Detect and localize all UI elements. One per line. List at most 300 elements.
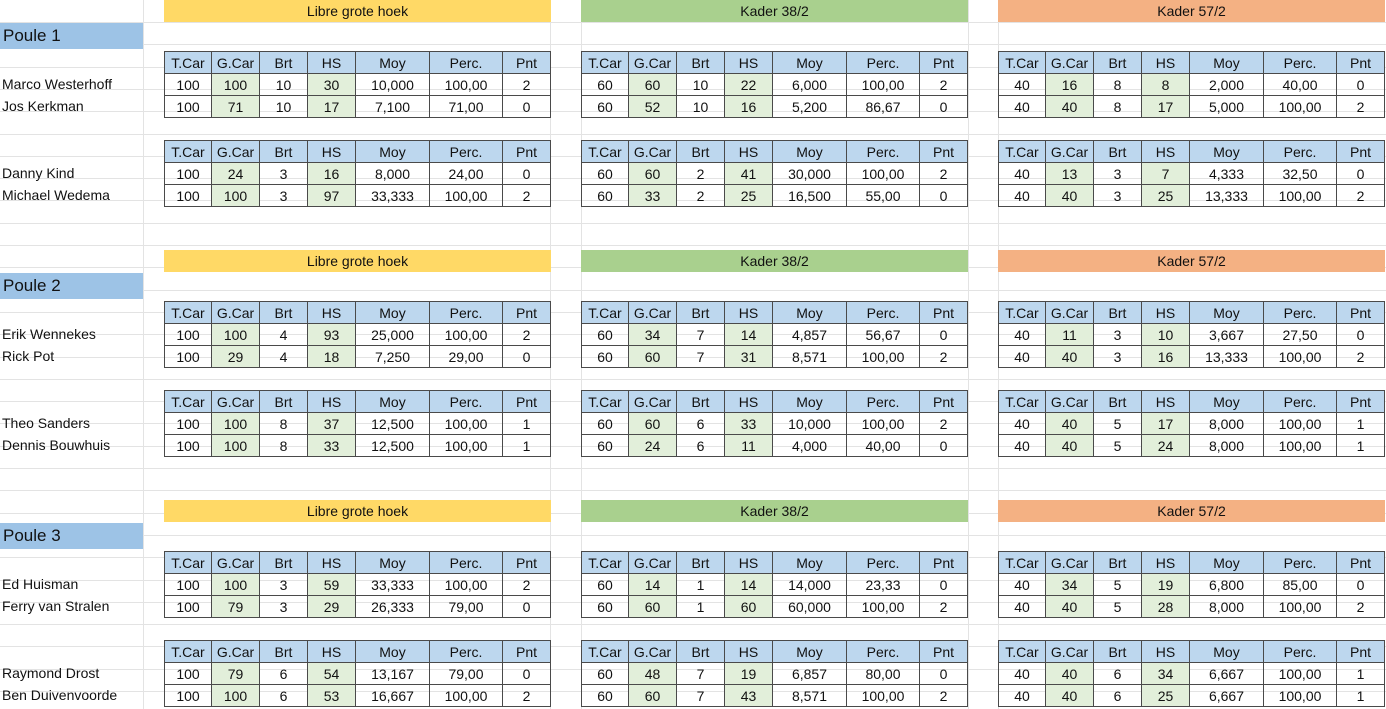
- cell-gcar: 60: [629, 596, 677, 618]
- player-name: Ferry van Stralen: [2, 598, 110, 614]
- cell-moy: 10,000: [773, 413, 847, 435]
- cell-brt: 4: [260, 346, 308, 368]
- cell-gcar: 33: [629, 185, 677, 207]
- table-row: [999, 74, 1385, 96]
- cell-tcar: 40: [999, 163, 1046, 185]
- cell-perc: 100,00: [1264, 685, 1337, 707]
- cell-hs: 59: [308, 574, 356, 596]
- cell-pnt: 1: [1337, 685, 1385, 707]
- table-row: [582, 596, 968, 618]
- cell-gcar: 100: [212, 435, 260, 457]
- header-row: [582, 641, 968, 663]
- table-row: [999, 574, 1385, 596]
- cell-perc: 24,00: [430, 163, 503, 185]
- cell-gcar: 71: [212, 96, 260, 118]
- cell-gcar: 60: [629, 413, 677, 435]
- column-header: Pnt: [920, 641, 968, 663]
- table-row: [999, 596, 1385, 618]
- cell-tcar: 60: [582, 685, 629, 707]
- column-header: T.Car: [165, 302, 212, 324]
- cell-perc: 100,00: [847, 74, 920, 96]
- cell-tcar: 100: [165, 163, 212, 185]
- header-row: [582, 52, 968, 74]
- cell-tcar: 60: [582, 413, 629, 435]
- cell-pnt: 2: [1337, 346, 1385, 368]
- cell-hs: 31: [725, 346, 773, 368]
- cell-perc: 100,00: [847, 596, 920, 618]
- column-header: Pnt: [1337, 141, 1385, 163]
- player-name: Marco Westerhoff: [2, 76, 112, 92]
- column-header: Moy: [356, 641, 430, 663]
- header-row: [999, 52, 1385, 74]
- column-header: Perc.: [1264, 52, 1337, 74]
- cell-moy: 13,333: [1190, 346, 1264, 368]
- column-header: Perc.: [430, 52, 503, 74]
- column-header: HS: [308, 302, 356, 324]
- cell-hs: 24: [1142, 435, 1190, 457]
- table-row: [165, 346, 551, 368]
- cell-gcar: 60: [629, 163, 677, 185]
- cell-moy: 12,500: [356, 435, 430, 457]
- cell-tcar: 60: [582, 96, 629, 118]
- player-name: Ed Huisman: [2, 576, 79, 592]
- header-row: [165, 302, 551, 324]
- cell-tcar: 60: [582, 574, 629, 596]
- cell-moy: 6,000: [773, 74, 847, 96]
- column-header: G.Car: [1046, 52, 1094, 74]
- cell-tcar: 40: [999, 96, 1046, 118]
- cell-moy: 8,571: [773, 346, 847, 368]
- table-row: [582, 663, 968, 685]
- column-header: Pnt: [503, 302, 551, 324]
- column-header: T.Car: [582, 552, 629, 574]
- cell-pnt: 2: [920, 163, 968, 185]
- column-header: Perc.: [1264, 302, 1337, 324]
- cell-perc: 29,00: [430, 346, 503, 368]
- cell-moy: 8,571: [773, 685, 847, 707]
- cell-hs: 37: [308, 413, 356, 435]
- cell-hs: 19: [725, 663, 773, 685]
- cell-hs: 16: [1142, 346, 1190, 368]
- column-header: T.Car: [999, 552, 1046, 574]
- column-header: Pnt: [503, 141, 551, 163]
- cell-gcar: 40: [1046, 663, 1094, 685]
- grid-line: [0, 44, 1386, 45]
- table-row: [165, 413, 551, 435]
- cell-pnt: 0: [920, 96, 968, 118]
- cell-tcar: 40: [999, 346, 1046, 368]
- table-row: [582, 413, 968, 435]
- cell-perc: 80,00: [847, 663, 920, 685]
- cell-brt: 3: [260, 163, 308, 185]
- table-row: [999, 663, 1385, 685]
- player-name: Danny Kind: [2, 165, 75, 181]
- cell-gcar: 100: [212, 685, 260, 707]
- column-header: Pnt: [503, 641, 551, 663]
- grid-line: [0, 290, 1386, 291]
- column-header: G.Car: [1046, 302, 1094, 324]
- table-row: [999, 96, 1385, 118]
- table-row: [165, 96, 551, 118]
- cell-brt: 8: [260, 413, 308, 435]
- cell-perc: 100,00: [847, 163, 920, 185]
- column-header: Brt: [260, 391, 308, 413]
- grid-line: [968, 0, 969, 709]
- cell-pnt: 2: [920, 596, 968, 618]
- table-row: [582, 163, 968, 185]
- column-header: Brt: [1094, 641, 1142, 663]
- cell-pnt: 0: [1337, 74, 1385, 96]
- grid-line: [0, 468, 1386, 469]
- table-row: [582, 346, 968, 368]
- cell-pnt: 2: [503, 74, 551, 96]
- cell-brt: 7: [677, 663, 725, 685]
- cell-hs: 19: [1142, 574, 1190, 596]
- discipline-banner: Kader 38/2: [581, 0, 968, 22]
- cell-perc: 86,67: [847, 96, 920, 118]
- cell-perc: 100,00: [430, 685, 503, 707]
- cell-pnt: 0: [1337, 574, 1385, 596]
- cell-pnt: 1: [1337, 435, 1385, 457]
- column-header: HS: [308, 552, 356, 574]
- column-header: HS: [725, 302, 773, 324]
- table-row: [999, 163, 1385, 185]
- cell-hs: 43: [725, 685, 773, 707]
- cell-hs: 33: [725, 413, 773, 435]
- cell-hs: 17: [1142, 96, 1190, 118]
- cell-brt: 5: [1094, 435, 1142, 457]
- score-table: [164, 640, 551, 707]
- column-header: Brt: [677, 391, 725, 413]
- column-header: T.Car: [165, 52, 212, 74]
- cell-perc: 32,50: [1264, 163, 1337, 185]
- cell-pnt: 0: [1337, 324, 1385, 346]
- cell-gcar: 24: [212, 163, 260, 185]
- score-table: [998, 51, 1385, 118]
- cell-moy: 8,000: [1190, 596, 1264, 618]
- column-header: Moy: [1190, 391, 1264, 413]
- cell-hs: 17: [1142, 413, 1190, 435]
- player-name: Theo Sanders: [2, 415, 90, 431]
- column-header: G.Car: [629, 52, 677, 74]
- cell-pnt: 0: [920, 435, 968, 457]
- cell-pnt: 2: [503, 685, 551, 707]
- poule-label: Poule 3: [0, 523, 143, 549]
- cell-perc: 100,00: [847, 685, 920, 707]
- cell-brt: 4: [260, 324, 308, 346]
- table-row: [999, 324, 1385, 346]
- column-header: Pnt: [1337, 552, 1385, 574]
- cell-gcar: 24: [629, 435, 677, 457]
- column-header: Perc.: [847, 641, 920, 663]
- table-row: [165, 663, 551, 685]
- cell-pnt: 0: [503, 596, 551, 618]
- cell-brt: 7: [677, 346, 725, 368]
- cell-pnt: 2: [503, 574, 551, 596]
- grid-line: [0, 624, 1386, 625]
- score-table: [998, 640, 1385, 707]
- table-row: [582, 574, 968, 596]
- column-header: T.Car: [582, 302, 629, 324]
- column-header: HS: [1142, 641, 1190, 663]
- column-header: Moy: [356, 52, 430, 74]
- column-header: Pnt: [920, 552, 968, 574]
- cell-moy: 2,000: [1190, 74, 1264, 96]
- cell-tcar: 40: [999, 74, 1046, 96]
- cell-brt: 8: [260, 435, 308, 457]
- grid-line: [143, 0, 144, 709]
- cell-gcar: 100: [212, 574, 260, 596]
- column-header: Brt: [677, 552, 725, 574]
- cell-tcar: 40: [999, 324, 1046, 346]
- cell-brt: 5: [1094, 596, 1142, 618]
- cell-gcar: 60: [629, 685, 677, 707]
- header-row: [582, 141, 968, 163]
- column-header: HS: [308, 391, 356, 413]
- cell-pnt: 2: [503, 185, 551, 207]
- cell-tcar: 100: [165, 74, 212, 96]
- player-name: Jos Kerkman: [2, 98, 84, 114]
- discipline-banner: Kader 57/2: [998, 500, 1385, 522]
- cell-gcar: 34: [1046, 574, 1094, 596]
- cell-pnt: 2: [1337, 596, 1385, 618]
- column-header: Pnt: [503, 552, 551, 574]
- cell-gcar: 40: [1046, 346, 1094, 368]
- cell-hs: 11: [725, 435, 773, 457]
- column-header: T.Car: [999, 302, 1046, 324]
- column-header: Moy: [773, 302, 847, 324]
- table-row: [582, 435, 968, 457]
- cell-moy: 4,000: [773, 435, 847, 457]
- cell-hs: 33: [308, 435, 356, 457]
- column-header: HS: [725, 141, 773, 163]
- cell-hs: 54: [308, 663, 356, 685]
- cell-tcar: 40: [999, 413, 1046, 435]
- column-header: Moy: [1190, 302, 1264, 324]
- cell-gcar: 100: [212, 413, 260, 435]
- cell-perc: 100,00: [430, 324, 503, 346]
- column-header: T.Car: [582, 641, 629, 663]
- header-row: [999, 552, 1385, 574]
- cell-brt: 6: [260, 685, 308, 707]
- table-row: [999, 435, 1385, 457]
- column-header: G.Car: [629, 641, 677, 663]
- cell-brt: 3: [1094, 346, 1142, 368]
- header-row: [582, 302, 968, 324]
- score-table: [164, 140, 551, 207]
- cell-brt: 10: [260, 96, 308, 118]
- cell-perc: 100,00: [430, 74, 503, 96]
- cell-moy: 4,857: [773, 324, 847, 346]
- cell-pnt: 2: [1337, 96, 1385, 118]
- column-header: Pnt: [1337, 391, 1385, 413]
- column-header: G.Car: [629, 552, 677, 574]
- cell-moy: 60,000: [773, 596, 847, 618]
- score-table: [581, 551, 968, 618]
- column-header: HS: [725, 641, 773, 663]
- discipline-banner: Kader 38/2: [581, 500, 968, 522]
- player-name: Dennis Bouwhuis: [2, 437, 111, 453]
- column-header: Moy: [773, 52, 847, 74]
- cell-brt: 2: [677, 185, 725, 207]
- discipline-banner: Kader 57/2: [998, 250, 1385, 272]
- column-header: Perc.: [430, 641, 503, 663]
- cell-pnt: 0: [920, 324, 968, 346]
- cell-gcar: 11: [1046, 324, 1094, 346]
- player-name: Michael Wedema: [2, 187, 110, 203]
- column-header: Brt: [260, 141, 308, 163]
- cell-hs: 30: [308, 74, 356, 96]
- cell-tcar: 40: [999, 596, 1046, 618]
- column-header: Brt: [677, 52, 725, 74]
- column-header: T.Car: [999, 141, 1046, 163]
- column-header: T.Car: [999, 641, 1046, 663]
- cell-perc: 79,00: [430, 663, 503, 685]
- discipline-banner: Kader 57/2: [998, 0, 1385, 22]
- cell-perc: 23,33: [847, 574, 920, 596]
- cell-brt: 3: [1094, 324, 1142, 346]
- discipline-banner: Kader 38/2: [581, 250, 968, 272]
- cell-hs: 97: [308, 185, 356, 207]
- column-header: HS: [725, 391, 773, 413]
- cell-gcar: 60: [629, 346, 677, 368]
- cell-tcar: 60: [582, 163, 629, 185]
- cell-hs: 34: [1142, 663, 1190, 685]
- table-row: [165, 685, 551, 707]
- column-header: G.Car: [629, 302, 677, 324]
- cell-perc: 100,00: [1264, 663, 1337, 685]
- cell-gcar: 100: [212, 324, 260, 346]
- cell-perc: 71,00: [430, 96, 503, 118]
- cell-gcar: 48: [629, 663, 677, 685]
- score-table: [581, 51, 968, 118]
- grid-line: [0, 245, 1386, 246]
- cell-moy: 10,000: [356, 74, 430, 96]
- column-header: Pnt: [920, 391, 968, 413]
- cell-gcar: 40: [1046, 185, 1094, 207]
- header-row: [999, 641, 1385, 663]
- cell-hs: 8: [1142, 74, 1190, 96]
- cell-brt: 10: [260, 74, 308, 96]
- column-header: Perc.: [847, 302, 920, 324]
- cell-moy: 4,333: [1190, 163, 1264, 185]
- column-header: Brt: [1094, 141, 1142, 163]
- column-header: Brt: [1094, 391, 1142, 413]
- cell-tcar: 100: [165, 185, 212, 207]
- cell-perc: 100,00: [430, 185, 503, 207]
- column-header: Pnt: [1337, 52, 1385, 74]
- column-header: Perc.: [847, 552, 920, 574]
- cell-gcar: 16: [1046, 74, 1094, 96]
- table-row: [999, 413, 1385, 435]
- cell-hs: 25: [1142, 185, 1190, 207]
- grid-line: [0, 223, 1386, 224]
- column-header: Pnt: [1337, 641, 1385, 663]
- column-header: Brt: [1094, 302, 1142, 324]
- cell-pnt: 0: [920, 574, 968, 596]
- cell-moy: 8,000: [1190, 413, 1264, 435]
- cell-moy: 33,333: [356, 185, 430, 207]
- player-name: Rick Pot: [2, 348, 55, 364]
- column-header: Brt: [1094, 552, 1142, 574]
- column-header: HS: [308, 52, 356, 74]
- cell-tcar: 40: [999, 185, 1046, 207]
- cell-perc: 100,00: [1264, 435, 1337, 457]
- column-header: G.Car: [1046, 641, 1094, 663]
- cell-tcar: 60: [582, 435, 629, 457]
- cell-moy: 5,200: [773, 96, 847, 118]
- column-header: T.Car: [165, 141, 212, 163]
- cell-brt: 6: [1094, 685, 1142, 707]
- cell-tcar: 100: [165, 324, 212, 346]
- score-table: [998, 140, 1385, 207]
- column-header: T.Car: [582, 52, 629, 74]
- column-header: HS: [1142, 552, 1190, 574]
- column-header: Perc.: [847, 52, 920, 74]
- score-table: [998, 301, 1385, 368]
- cell-pnt: 2: [920, 346, 968, 368]
- column-header: HS: [1142, 302, 1190, 324]
- column-header: Moy: [773, 641, 847, 663]
- column-header: Moy: [356, 391, 430, 413]
- poule-label: Poule 2: [0, 273, 143, 299]
- table-row: [165, 74, 551, 96]
- cell-tcar: 100: [165, 663, 212, 685]
- cell-moy: 14,000: [773, 574, 847, 596]
- column-header: G.Car: [1046, 391, 1094, 413]
- cell-pnt: 0: [1337, 163, 1385, 185]
- score-table: [998, 551, 1385, 618]
- discipline-banner: Libre grote hoek: [164, 0, 551, 22]
- score-table: [164, 51, 551, 118]
- table-row: [999, 685, 1385, 707]
- cell-brt: 10: [677, 74, 725, 96]
- score-table: [581, 640, 968, 707]
- column-header: Moy: [1190, 552, 1264, 574]
- cell-pnt: 0: [920, 185, 968, 207]
- cell-moy: 6,857: [773, 663, 847, 685]
- cell-brt: 7: [677, 324, 725, 346]
- cell-tcar: 100: [165, 346, 212, 368]
- table-row: [165, 185, 551, 207]
- column-header: Moy: [356, 552, 430, 574]
- column-header: Brt: [260, 302, 308, 324]
- cell-perc: 100,00: [430, 574, 503, 596]
- cell-perc: 100,00: [1264, 346, 1337, 368]
- column-header: Moy: [773, 391, 847, 413]
- column-header: Brt: [260, 552, 308, 574]
- cell-brt: 6: [677, 435, 725, 457]
- cell-gcar: 40: [1046, 96, 1094, 118]
- cell-hs: 16: [308, 163, 356, 185]
- grid-line: [0, 22, 1386, 23]
- column-header: Moy: [1190, 641, 1264, 663]
- cell-gcar: 60: [629, 74, 677, 96]
- column-header: Perc.: [1264, 641, 1337, 663]
- cell-moy: 5,000: [1190, 96, 1264, 118]
- header-row: [165, 52, 551, 74]
- cell-hs: 53: [308, 685, 356, 707]
- cell-gcar: 79: [212, 596, 260, 618]
- column-header: Moy: [356, 302, 430, 324]
- cell-pnt: 2: [920, 413, 968, 435]
- cell-perc: 100,00: [847, 413, 920, 435]
- header-row: [165, 391, 551, 413]
- column-header: G.Car: [1046, 141, 1094, 163]
- cell-pnt: 1: [503, 413, 551, 435]
- cell-moy: 6,667: [1190, 663, 1264, 685]
- column-header: Brt: [677, 141, 725, 163]
